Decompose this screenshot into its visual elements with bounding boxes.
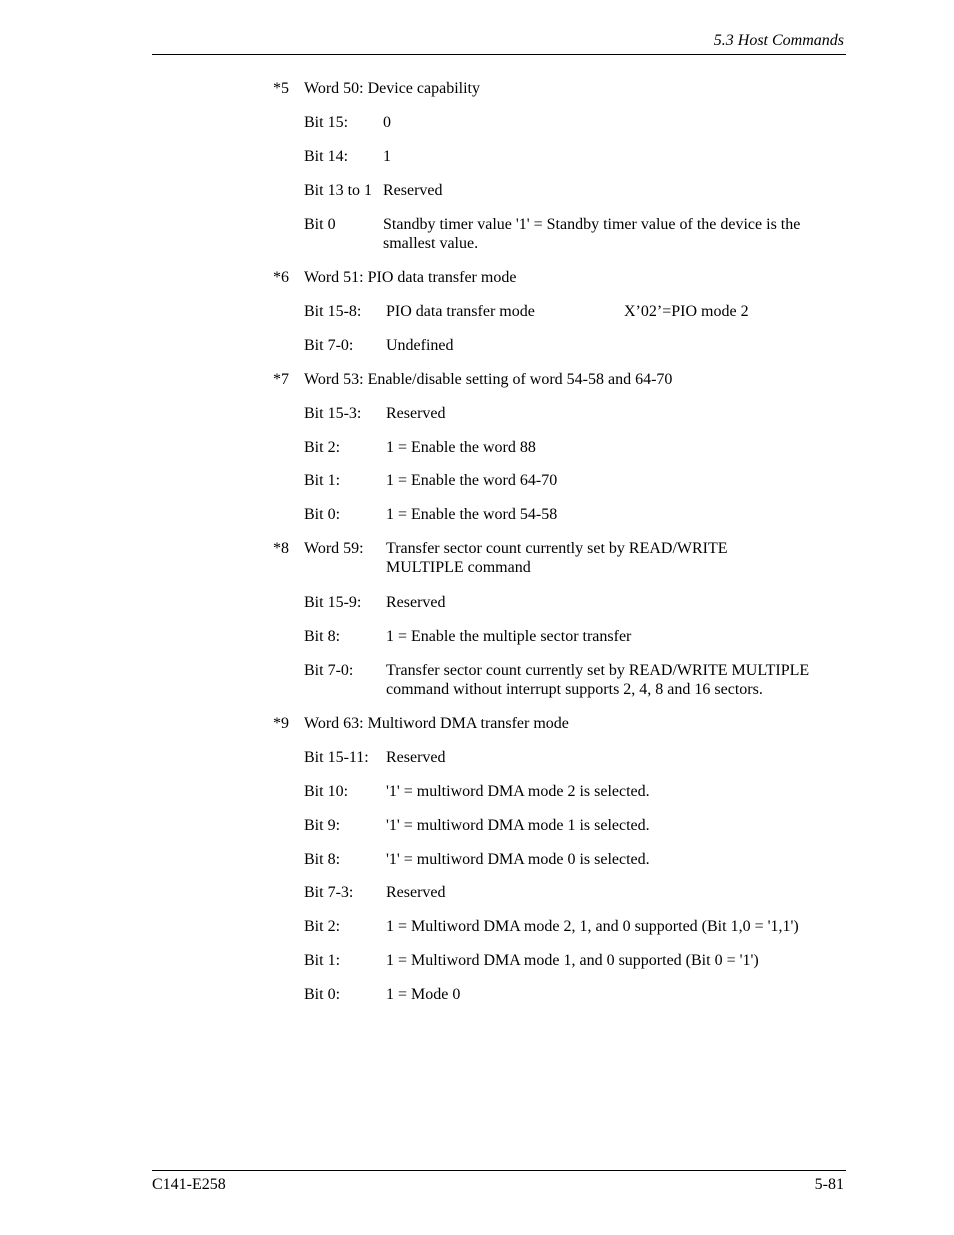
bit-desc: 1 = Enable the word 54-58 [386,506,558,523]
bit-label: Bit 7-3: [304,884,354,901]
note-marker: *9 [273,715,289,732]
bit-label: Bit 10: [304,783,349,800]
header-rule [152,54,846,55]
bit-label: Bit 0: [304,506,341,523]
bit-desc: Reserved [386,749,446,766]
bit-label: Bit 2: [304,439,341,456]
note-title: Word 50: Device capability [304,80,480,97]
bit-label: Bit 7-0: [304,337,354,354]
bit-label: Bit 0: [304,986,341,1003]
bit-desc: Standby timer value '1' = Standby timer value of the device is the smallest value. [383,216,801,252]
bit-label: Bit 1: [304,472,341,489]
bit-desc: 0 [383,114,391,131]
bit-desc: Reserved [383,182,443,199]
bit-desc: 1 = Mode 0 [386,986,461,1003]
bit-desc: '1' = multiword DMA mode 2 is selected. [386,783,650,800]
bit-label: Bit 15-9: [304,594,362,611]
bit-label: Bit 13 to 1 [304,182,373,199]
note-title: Word 51: PIO data transfer mode [304,269,517,286]
page-number: 5-81 [814,1176,844,1193]
bit-label: Bit 0 [304,216,336,233]
bit-desc: 1 = Multiword DMA mode 2, 1, and 0 supported (Bit 1,0 = '1,1') [386,918,799,935]
bit-label: Bit 2: [304,918,341,935]
note-title-label: Word 59: [304,540,364,557]
note-marker: *8 [273,540,289,557]
running-header: 5.3 Host Commands [713,32,844,49]
bit-desc: PIO data transfer mode [386,303,535,320]
note-marker: *5 [273,80,289,97]
bit-desc: Reserved [386,405,446,422]
note-marker: *7 [273,371,289,388]
bit-label: Bit 1: [304,952,341,969]
bit-label: Bit 15-8: [304,303,362,320]
bit-desc: 1 [383,148,391,165]
bit-desc: Reserved [386,884,446,901]
note-title: Word 53: Enable/disable setting of word 54-58 and 64-70 [304,371,673,388]
bit-desc: Undefined [386,337,454,354]
note-title-desc: Transfer sector count currently set by READ/WRITE MULTIPLE command [386,540,728,576]
bit-desc: Transfer sector count currently set by READ/WRITE MULTIPLE command without interrupt supports 2, 4, 8 and 16 sectors. [386,662,810,698]
note-title: Word 63: Multiword DMA transfer mode [304,715,569,732]
bit-label: Bit 15-3: [304,405,362,422]
bit-label: Bit 15: [304,114,349,131]
bit-desc: 1 = Enable the word 88 [386,439,536,456]
document-id: C141-E258 [152,1176,226,1193]
bit-desc: Reserved [386,594,446,611]
bit-label: Bit 8: [304,851,341,868]
bit-label: Bit 14: [304,148,349,165]
bit-desc: 1 = Enable the multiple sector transfer [386,628,632,645]
bit-label: Bit 9: [304,817,341,834]
note-marker: *6 [273,269,289,286]
footer-rule [152,1170,846,1171]
bit-label: Bit 8: [304,628,341,645]
bit-desc: '1' = multiword DMA mode 0 is selected. [386,851,650,868]
bit-label: Bit 15-11: [304,749,369,766]
bit-extra: X’02’=PIO mode 2 [624,303,749,320]
bit-desc: 1 = Enable the word 64-70 [386,472,558,489]
bit-desc: 1 = Multiword DMA mode 1, and 0 supported (Bit 0 = '1') [386,952,759,969]
bit-desc: '1' = multiword DMA mode 1 is selected. [386,817,650,834]
bit-label: Bit 7-0: [304,662,354,679]
